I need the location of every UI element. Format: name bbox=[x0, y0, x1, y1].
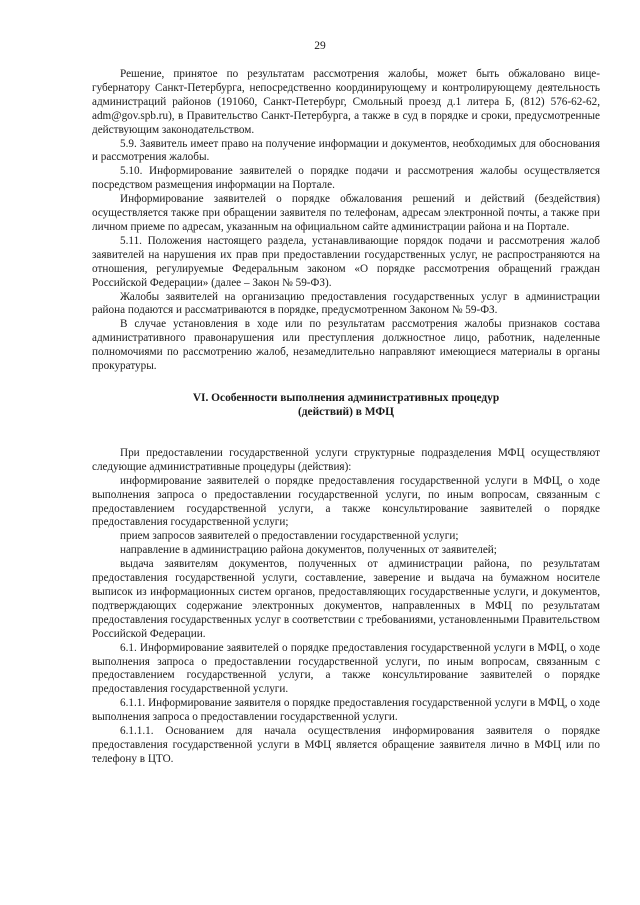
paragraph: прием запросов заявителей о предоставлении государственной услуги; bbox=[120, 530, 459, 543]
paragraph: В случае установления в ходе или по результатам рассмотрения жалобы признаков состава административного правонарушения или преступления должностное лицо, работник, наделенные полномочиями по рассмотрению жалоб, незамедлительно направляют имеющиеся материалы в органы прокуратуры. bbox=[92, 318, 600, 373]
paragraph: 5.9. Заявитель имеет право на получение информации и документов, необходимых для обоснования и рассмотрения жалобы. bbox=[92, 137, 600, 164]
document-body bbox=[92, 68, 600, 767]
paragraph: 5.11. Положения настоящего раздела, устанавливающие порядок подачи и рассмотрения жалоб заявителей на нарушения их прав при предоставлении государственных услуг, не распространяются на отношения, регулируемые Федеральным законом «О порядке рассмотрения обращений граждан Российской Федерации» (далее – Закон № 59-ФЗ). bbox=[92, 234, 600, 289]
paragraph: Информирование заявителей о порядке обжалования решений и действий (бездействия) осуществляется также при обращении заявителя по телефонам, адресам электронной почты, а также при личном приеме по адресам, указанным на официальном сайте администрации района и на Портале. bbox=[92, 193, 600, 233]
paragraph: 6.1.1. Информирование заявителя о порядке предоставления государственной услуги в МФЦ, о ходе выполнения запроса о предоставлении государственной услуги. bbox=[92, 697, 600, 724]
paragraph: направление в администрацию района документов, полученных от заявителей; bbox=[120, 544, 497, 557]
page-number: 29 bbox=[314, 40, 326, 52]
paragraph: выдача заявителям документов, полученных от администрации района, по результатам предоставления государственной услуги, составление, заверение и выдача на бумажном носителе выписок из информационных систем органов, предоставляющих государственные услуги, и документов, подтверждающих содержание электронных документов, направленных в МФЦ по результатам предоставления государственных услуг в соответствии с требованиями, установленными Правительством Российской Федерации. bbox=[92, 558, 600, 640]
section-title-line-2: (действий) в МФЦ bbox=[298, 405, 394, 418]
section-title-line-1: VI. Особенности выполнения административных процедур bbox=[192, 391, 500, 404]
paragraph: 5.10. Информирование заявителей о порядке подачи и рассмотрения жалобы осуществляется посредством размещения информации на Портале. bbox=[92, 165, 600, 192]
paragraph: 6.1. Информирование заявителей о порядке предоставления государственной услуги в МФЦ, о ходе выполнения запроса о предоставлении государственной услуги, по иным вопросам, связанным с предоставлением государственной услуги, а также консультирование заявителей о порядке предоставления государственной услуги. bbox=[92, 641, 600, 696]
paragraph: информирование заявителей о порядке предоставления государственной услуги в МФЦ, о ходе выполнения запроса о предоставлении государственной услуги, по иным вопросам, связанным с предоставлением государственной услуги, а также консультирование заявителей о порядке предоставления государственной услуги; bbox=[92, 474, 600, 529]
paragraph: Жалобы заявителей на организацию предоставления государственных услуг в администрации района подаются и рассматриваются в порядке, предусмотренном Законом № 59-ФЗ. bbox=[92, 290, 600, 317]
paragraph: Решение, принятое по результатам рассмотрения жалобы, может быть обжаловано вице-губернатору Санкт-Петербурга, непосредственно координирующему и контролирующему деятельность администраций районов (191060, Санкт-Петербург, Смольный проезд д.1 литера Б, (812) 576-62-62, adm@gov.spb.ru), в Правительство Санкт-Петербурга, а также в суд в порядке и сроки, предусмотренные действующим законодательством. bbox=[92, 68, 600, 136]
paragraph: 6.1.1.1. Основанием для начала осуществления информирования заявителя о порядке предоставления государственной услуги в МФЦ является обращение заявителя лично в МФЦ или по телефону в ЦТО. bbox=[92, 725, 600, 765]
paragraph: При предоставлении государственной услуги структурные подразделения МФЦ осуществляют следующие административные процедуры (действия): bbox=[92, 446, 600, 473]
section-title bbox=[92, 391, 600, 419]
